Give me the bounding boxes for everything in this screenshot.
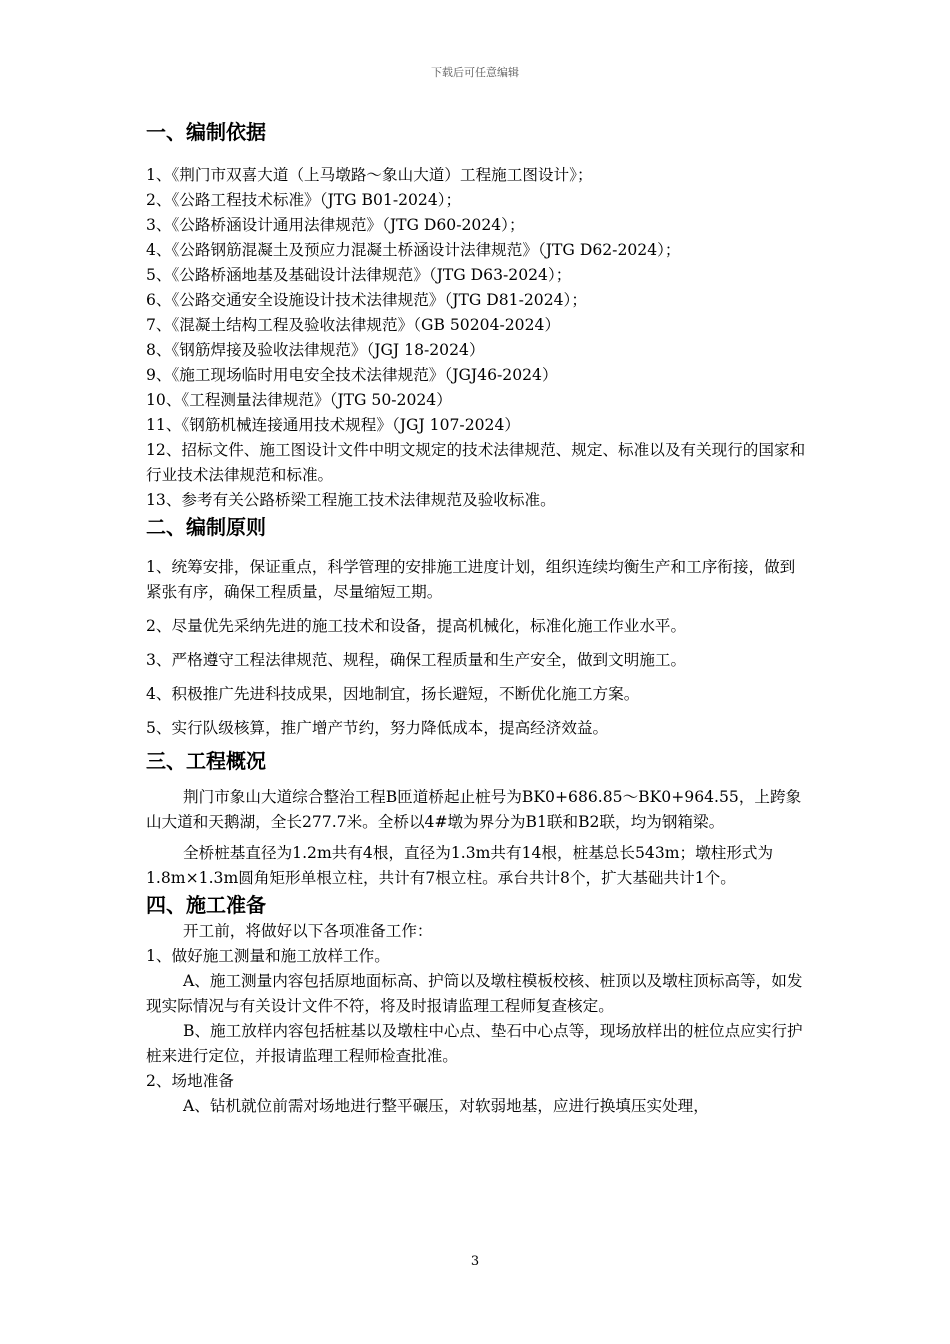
- header-note: 下载后可任意编辑: [431, 66, 519, 79]
- list-item: 5、《公路桥涵地基及基础设计法律规范》（JTG D63-2024）；: [146, 266, 572, 284]
- list-item: 9、《施工现场临时用电安全技术法律规范》（JGJ46-2024）: [146, 366, 558, 384]
- paragraph: A、施工测量内容包括原地面标高、护筒以及墩柱模板校核、桩顶以及墩柱顶标高等，如发现实际情况与有关设计文件不符，将及时报请监理工程师复查核定。: [146, 972, 803, 1015]
- section-heading: 三、工程概况: [146, 749, 266, 773]
- list-item: 2、场地准备: [146, 1072, 234, 1090]
- list-item: 3、《公路桥涵设计通用法律规范》（JTG D60-2024）；: [146, 216, 525, 234]
- paragraph: 荆门市象山大道综合整治工程B匝道桥起止桩号为BK0+686.85～BK0+964.55，上跨象山大道和天鹅湖，全长277.7米。全桥以4#墩为界分为B1联和B2联，均为钢箱梁。: [146, 788, 802, 831]
- list-item: 2、《公路工程技术标准》（JTG B01-2024）；: [146, 191, 462, 209]
- paragraph: 开工前，将做好以下各项准备工作：: [183, 922, 433, 940]
- page-number: 3: [470, 1254, 480, 1269]
- list-item: 4、积极推广先进科技成果，因地制宜，扬长避短，不断优化施工方案。: [146, 685, 640, 703]
- paragraph: B、施工放样内容包括桩基以及墩柱中心点、垫石中心点等，现场放样出的桩位点应实行护桩来进行定位，并报请监理工程师检查批准。: [146, 1022, 803, 1065]
- list-item: 5、实行队级核算，推广增产节约，努力降低成本，提高经济效益。: [146, 719, 609, 737]
- list-item: 12、招标文件、施工图设计文件中明文规定的技术法律规范、规定、标准以及有关现行的国家和行业技术法律规范和标准。: [146, 441, 806, 484]
- section-heading: 二、编制原则: [146, 515, 266, 539]
- document-body: [146, 118, 810, 1119]
- list-item: 7、《混凝土结构工程及验收法律规范》（GB 50204-2024）: [146, 316, 561, 334]
- list-item: 10、《工程测量法律规范》（JTG 50-2024）: [146, 391, 452, 409]
- section-heading: 一、编制依据: [146, 120, 266, 144]
- list-item: 6、《公路交通安全设施设计技术法律规范》（JTG D81-2024）；: [146, 291, 587, 309]
- list-item: 1、《荆门市双喜大道（上马墩路～象山大道）工程施工图设计》；: [146, 166, 593, 184]
- list-item: 2、尽量优先采纳先进的施工技术和设备，提高机械化，标准化施工作业水平。: [146, 617, 687, 635]
- list-item: 4、《公路钢筋混凝土及预应力混凝土桥涵设计法律规范》（JTG D62-2024）；: [146, 241, 681, 259]
- list-item: 1、统筹安排，保证重点，科学管理的安排施工进度计划，组织连续均衡生产和工序衔接，做到紧张有序，确保工程质量，尽量缩短工期。: [146, 558, 796, 601]
- list-item: 1、做好施工测量和施工放样工作。: [146, 947, 390, 965]
- paragraph: A、钻机就位前需对场地进行整平碾压，对软弱地基，应进行换填压实处理，: [183, 1097, 709, 1115]
- list-item: 3、严格遵守工程法律规范、规程，确保工程质量和生产安全，做到文明施工。: [146, 651, 687, 669]
- paragraph: 全桥桩基直径为1.2m共有4根，直径为1.3m共有14根，桩基总长543m；墩柱形式为1.8m×1.3m圆角矩形单根立柱，共计有7根立柱。承台共计8个，扩大基础共计1个。: [146, 844, 774, 887]
- list-item: 11、《钢筋机械连接通用技术规程》（JGJ 107-2024）: [146, 416, 520, 434]
- list-item: 13、参考有关公路桥梁工程施工技术法律规范及验收标准。: [146, 491, 556, 509]
- section-heading: 四、施工准备: [146, 893, 266, 917]
- list-item: 8、《钢筋焊接及验收法律规范》（JGJ 18-2024）: [146, 341, 485, 359]
